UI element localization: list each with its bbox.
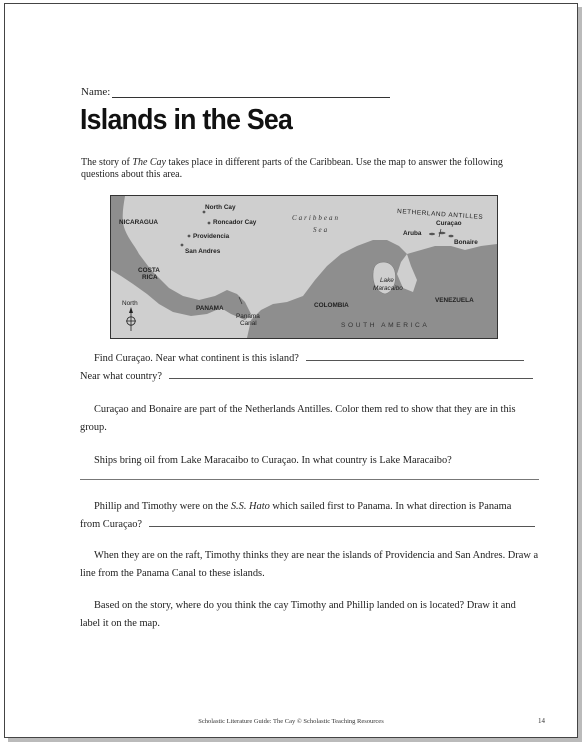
label-costa-rica-2: RICA xyxy=(142,274,158,281)
label-panama-canal-1: Panama xyxy=(236,313,260,320)
question-3: Ships bring oil from Lake Maracaibo to Curaçao. In what country is Lake Maracaibo? xyxy=(94,455,452,466)
question-6: Based on the story, where do you think the cay Timothy and Phillip landed on is located? Draw it and label it on the map. xyxy=(80,600,516,629)
label-north: North xyxy=(122,300,138,307)
map-graphic xyxy=(111,196,497,338)
name-label: Name: xyxy=(81,86,111,98)
question-4 xyxy=(94,498,544,516)
worksheet-page xyxy=(4,3,578,738)
question-4-text-start: Phillip and Timothy were on the xyxy=(94,501,231,512)
label-panama-canal-2: Canal xyxy=(240,320,257,327)
intro-text xyxy=(81,157,521,181)
intro-text-start: The story of xyxy=(81,157,133,168)
label-caribbean-1: Caribbean xyxy=(292,214,340,222)
label-north-cay: North Cay xyxy=(205,204,236,211)
san-andres-marker xyxy=(181,244,184,247)
roncador-cay-marker xyxy=(208,222,211,225)
label-providencia: Providencia xyxy=(193,233,230,240)
label-bonaire: Bonaire xyxy=(454,239,478,246)
intro-text-end: takes place in different parts of the Caribbean. Use the map to answer the following questions about this area. xyxy=(81,157,503,180)
label-colombia: COLOMBIA xyxy=(314,302,349,309)
label-caribbean-2: Sea xyxy=(313,226,330,234)
ship-name: S.S. Hato xyxy=(230,501,270,512)
footer-credit: Scholastic Literature Guide: The Cay © Scholastic Teaching Resources xyxy=(198,718,384,725)
label-panama: PANAMA xyxy=(196,305,224,312)
bonaire-island xyxy=(449,235,454,238)
providencia-marker xyxy=(188,235,191,238)
label-aruba: Aruba xyxy=(403,230,422,237)
label-nicaragua: NICARAGUA xyxy=(119,219,159,226)
question-1-text: Find Curaçao. Near what continent is this island? xyxy=(94,353,299,364)
book-title: The Cay xyxy=(132,157,166,168)
label-venezuela: VENEZUELA xyxy=(435,297,474,304)
label-san-andres: San Andres xyxy=(185,248,221,255)
page-number: 14 xyxy=(538,717,545,725)
label-curacao: Curaçao xyxy=(436,220,462,227)
label-lake-2: Maracaibo xyxy=(373,285,403,292)
label-costa-rica-1: COSTA xyxy=(138,267,160,274)
question-1-country xyxy=(80,368,540,386)
name-field[interactable] xyxy=(81,86,390,98)
question-4-line2 xyxy=(80,516,540,534)
answer-line-country[interactable] xyxy=(169,368,533,379)
question-1-country-text: Near what country? xyxy=(80,371,162,382)
label-netherland-antilles: NETHERLAND ANTILLES xyxy=(396,208,484,222)
question-1-continent xyxy=(94,350,539,368)
label-roncador-cay: Roncador Cay xyxy=(213,219,257,226)
caribbean-map xyxy=(110,195,498,339)
question-5: When they are on the raft, Timothy thinks they are near the islands of Providencia and San Andres. Draw a line from the Panama Canal to these islands. xyxy=(80,550,539,579)
label-lake-1: Lake xyxy=(380,277,394,284)
answer-line-continent[interactable] xyxy=(306,350,524,361)
north-cay-marker xyxy=(203,211,206,214)
page-title: Islands in the Sea xyxy=(80,104,293,136)
question-4-text-end: from Curaçao? xyxy=(80,519,143,530)
question-2: Curaçao and Bonaire are part of the Netherlands Antilles. Color them red to show that they are in this group. xyxy=(80,404,516,433)
answer-line-direction[interactable] xyxy=(149,516,535,527)
answer-line-lake-country[interactable] xyxy=(80,479,539,480)
aruba-island xyxy=(429,233,435,236)
question-4-text-mid: which sailed first to Panama. In what direction is Panama xyxy=(269,501,512,512)
label-south-america: SOUTH AMERICA xyxy=(341,322,430,329)
name-answer-line[interactable] xyxy=(112,86,390,98)
